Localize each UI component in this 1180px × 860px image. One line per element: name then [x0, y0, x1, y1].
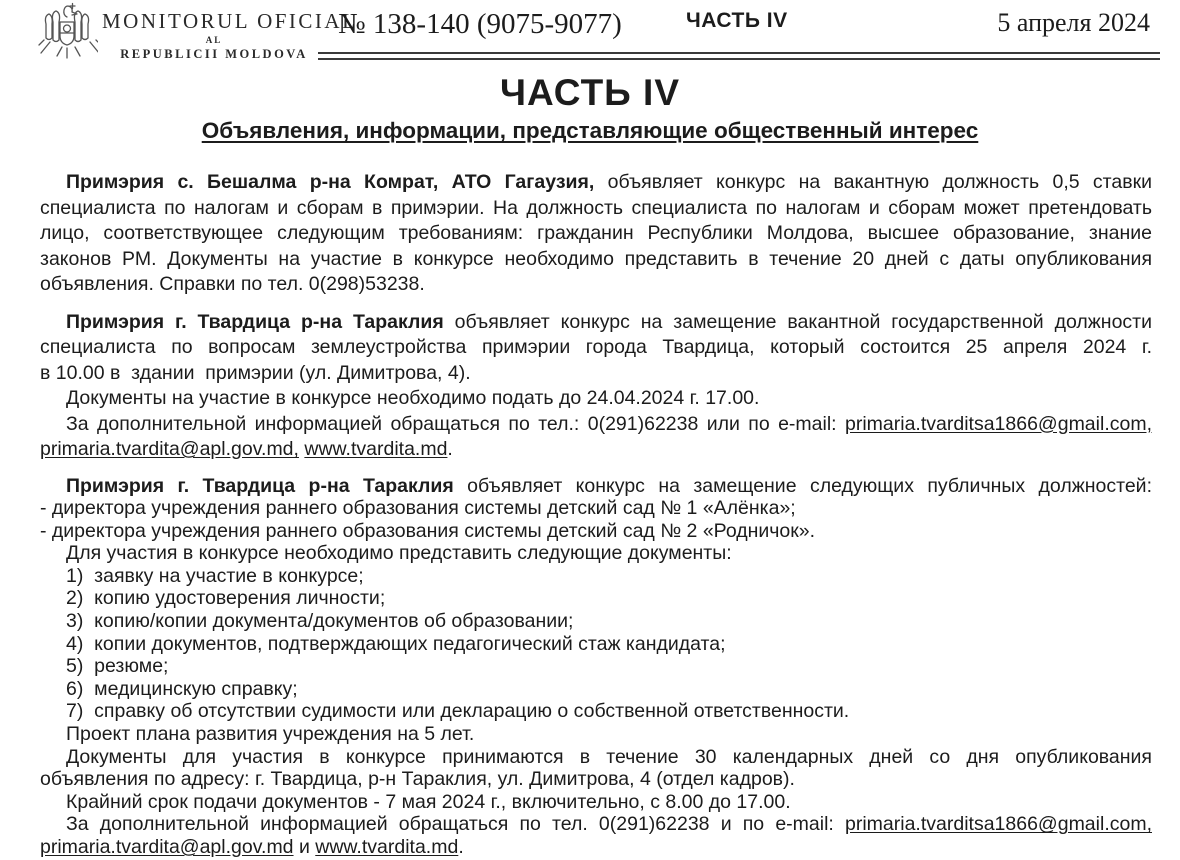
organization-name: Примэрия с. Бешалма р-на Комрат, АТО Гагаузия, [66, 171, 595, 193]
text-span: За дополнительной информацией обращаться по тел.: 0(291)62238 или по e-mail: [66, 412, 845, 435]
text-line [40, 723, 1152, 746]
text-span: объявляет конкурс на вакантную должность 0,5 ставки [594, 171, 1152, 193]
text-span: 4) копии документов, подтверждающих педагогический стаж кандидата; [66, 632, 726, 655]
page-title: ЧАСТЬ IV [499, 72, 681, 113]
text-line [40, 247, 1152, 273]
text-span: 6) медицинскую справку; [66, 677, 298, 700]
email-link[interactable]: primaria.tvardita@apl.gov.md, [40, 438, 299, 460]
masthead [0, 0, 1180, 66]
text-line [40, 520, 1152, 543]
text-span: специалиста по вопросам землеустройства примэрии города Твардица, который состоится 25 апреля 2024 г. [40, 336, 1152, 358]
text-span: объявляет конкурс на замещение вакантной государственной должности [443, 310, 1152, 333]
announcement [40, 170, 1152, 298]
text-span: Документы на участие в конкурсе необходимо подать до 24.04.2024 г. 17.00. [66, 387, 760, 409]
text-line [40, 836, 1152, 859]
email-link[interactable]: primaria.tvardita@apl.gov.md [40, 836, 294, 858]
website-link[interactable]: www.tvardita.md [304, 438, 448, 460]
masthead-part-label: ЧАСТЬ IV [686, 9, 788, 32]
announcement [40, 475, 1152, 859]
text-line [40, 610, 1152, 633]
text-span: Для участия в конкурсе необходимо представить следующие документы: [66, 542, 732, 565]
text-line [40, 475, 1152, 498]
issue-number: № 138-140 (9075-9077) [338, 8, 622, 40]
text-span: специалиста по налогам и сборам в примэрии. На должность специалиста по налогам и сборам может претендовать [40, 196, 1152, 219]
organization-name: Примэрия г. Твардица р-на Тараклия [66, 474, 454, 497]
text-line [40, 361, 1152, 387]
text-line [40, 386, 1152, 412]
text-line [40, 565, 1152, 588]
text-span: - директора учреждения раннего образования системы детский сад № 1 «Алёнка»; [40, 497, 796, 520]
text-line [40, 412, 1152, 438]
text-line [40, 310, 1152, 336]
text-span: Проект плана развития учреждения на 5 лет. [66, 723, 475, 746]
text-line [40, 791, 1152, 814]
announcement [40, 310, 1152, 463]
text-line [40, 813, 1152, 836]
moldova-coat-of-arms-icon [36, 2, 98, 65]
organization-name: Примэрия г. Твардица р-на Тараклия [66, 310, 444, 333]
text-line [40, 655, 1152, 678]
text-span: лицо, соответствующее следующим требованиям: гражданин Республики Молдова, высшее образование, знание [40, 222, 1152, 244]
text-span: Документы для участия в конкурсе принимаются в течение 30 календарных дней со дня опубликования [66, 745, 1152, 768]
text-line [40, 497, 1152, 520]
gazette-brand [102, 9, 358, 62]
text-line [40, 170, 1152, 196]
text-span: 7) справку об отсутствии судимости или декларацию о собственной ответственности. [66, 700, 850, 723]
text-line [40, 700, 1152, 723]
brand-connector: AL [205, 35, 223, 45]
text-span: законов РМ. Документы на участие в конкурсе необходимо представить в течение 20 дней с даты опубликования [40, 247, 1152, 270]
announcements [40, 170, 1152, 860]
text-span: в 10.00 в здании примэрии (ул. Димитрова, 4). [40, 361, 471, 384]
text-line [40, 746, 1152, 769]
text-line [40, 221, 1152, 247]
text-span: . [447, 438, 453, 460]
text-line [40, 678, 1152, 701]
brand-subtitle: REPUBLICII MOLDOVA [120, 47, 308, 61]
page-subtitle: Объявления, информации, представляющие общественный интерес [201, 118, 979, 143]
text-line [40, 633, 1152, 656]
brand-title: MONITORUL OFICIAL [102, 9, 358, 33]
masthead-double-rule [318, 52, 1160, 60]
text-span: объявления. Справки по тел. 0(298)53238. [40, 273, 425, 295]
issue-date: 5 апреля 2024 [997, 8, 1150, 37]
text-span: 1) заявку на участие в конкурсе; [66, 564, 364, 587]
text-span: и [293, 836, 316, 858]
text-line [40, 587, 1152, 610]
text-line [40, 437, 1152, 463]
text-span: 5) резюме; [66, 655, 169, 678]
text-line [40, 768, 1152, 791]
text-span: Крайний срок подачи документов - 7 мая 2024 г., включительно, с 8.00 до 17.00. [66, 790, 791, 813]
text-line [40, 196, 1152, 222]
text-span: 3) копию/копии документа/документов об образовании; [66, 610, 574, 633]
website-link[interactable]: www.tvardita.md [315, 836, 459, 858]
text-line [40, 335, 1152, 361]
text-span: объявляет конкурс на замещение следующих публичных должностей: [453, 474, 1152, 497]
text-span: За дополнительной информацией обращаться по тел. 0(291)62238 и по e-mail: [66, 813, 845, 836]
text-span: - директора учреждения раннего образования системы детский сад № 2 «Родничок». [40, 519, 816, 542]
email-link[interactable]: primaria.tvarditsa1866@gmail.com, [845, 412, 1152, 435]
text-span: . [458, 836, 464, 858]
text-span: 2) копию удостоверения личности; [66, 587, 386, 610]
email-link[interactable]: primaria.tvarditsa1866@gmail.com, [845, 813, 1152, 836]
text-span: объявления по адресу: г. Твардица, р-н Тараклия, ул. Димитрова, 4 (отдел кадров). [40, 768, 795, 791]
text-line [40, 272, 1152, 298]
text-line [40, 542, 1152, 565]
